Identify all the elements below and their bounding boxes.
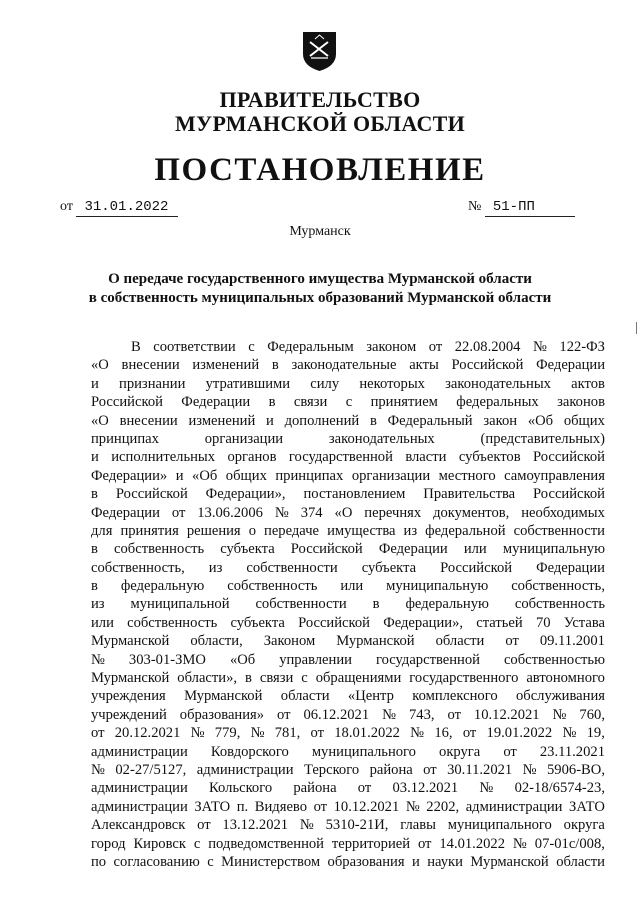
body-line xyxy=(91,577,605,595)
body-line xyxy=(91,614,605,632)
body-word: государственного xyxy=(409,670,519,687)
body-word: Министерством xyxy=(221,853,321,870)
body-word: государственной xyxy=(288,449,393,466)
body-line xyxy=(91,706,605,724)
body-word: или xyxy=(463,541,487,558)
body-word: от xyxy=(313,798,328,815)
body-word: Российской xyxy=(440,559,513,576)
body-word: 13.12.2021 xyxy=(222,817,289,834)
coat-of-arms-icon xyxy=(301,30,338,72)
body-word: согласованию xyxy=(113,853,200,870)
body-word: 23.11.2021 xyxy=(539,743,605,760)
body-word: Федерации xyxy=(181,394,251,411)
body-word: Правительства xyxy=(423,486,516,503)
body-word: Федерации xyxy=(536,357,605,374)
body-line xyxy=(91,540,605,558)
body-word: от xyxy=(447,706,461,723)
body-word: субъекта xyxy=(230,614,285,631)
body-word: Российской xyxy=(298,614,370,631)
body-word: принципах xyxy=(91,430,159,447)
body-word: субъектов xyxy=(458,449,521,466)
body-word: имущества xyxy=(327,522,396,539)
body-word: № xyxy=(512,835,527,852)
body-line xyxy=(91,559,605,577)
body-word: Терского xyxy=(303,761,360,778)
body-word: законодательных xyxy=(328,430,435,447)
body-word: В xyxy=(131,339,141,355)
body-word: 30.11.2021 xyxy=(447,761,513,778)
body-word: округа xyxy=(563,817,605,834)
body-word: № xyxy=(382,706,397,723)
body-word: с xyxy=(248,339,255,355)
body-word: Федерации» xyxy=(91,467,168,484)
body-line xyxy=(91,412,605,430)
document-subject xyxy=(60,270,580,308)
body-word: № xyxy=(410,725,425,742)
body-word: с xyxy=(301,670,308,687)
body-line xyxy=(91,632,605,650)
city-name: Мурманск xyxy=(289,224,351,239)
body-word: администрации xyxy=(465,798,563,815)
body-word: исполнительных xyxy=(111,449,216,466)
body-word: субъекта xyxy=(361,559,417,576)
body-word: Российской xyxy=(533,449,605,466)
body-word: утратившими xyxy=(205,375,291,392)
body-word: актов xyxy=(571,375,605,392)
body-line xyxy=(91,504,605,522)
body-word: статьей xyxy=(476,614,523,631)
body-word: от xyxy=(197,817,211,834)
body-word: принципах xyxy=(275,467,344,484)
body-word: 07-01с/008, xyxy=(534,835,605,852)
body-word: от xyxy=(171,504,186,521)
body-word: № xyxy=(91,651,105,668)
body-word: законом xyxy=(366,339,417,355)
body-word: района xyxy=(293,780,337,797)
body-word: 03.12.2021 xyxy=(392,780,459,797)
date-prefix: от xyxy=(60,199,73,214)
body-word: изменений xyxy=(188,412,256,429)
body-word: Российской xyxy=(91,394,163,411)
body-word: Федерации xyxy=(91,504,160,521)
body-word: в xyxy=(91,486,98,503)
body-word: внесении xyxy=(121,357,180,374)
body-word: и xyxy=(411,853,420,870)
body-word: передаче xyxy=(264,522,320,539)
body-word: обращениями xyxy=(315,670,402,687)
body-word: от xyxy=(310,725,325,742)
body-word: 16, xyxy=(434,725,453,742)
body-word: из xyxy=(208,559,223,576)
body-word: 19.01.2022 xyxy=(486,725,553,742)
body-line xyxy=(91,485,605,503)
body-word: собственности xyxy=(246,559,338,576)
body-word: от xyxy=(417,835,432,852)
body-word: «Об xyxy=(192,467,218,484)
body-word: дополнений xyxy=(284,412,360,429)
body-word: из xyxy=(91,596,105,613)
body-word: муниципальную xyxy=(386,578,489,595)
subject-line: в собственность муниципальных образований Мурманской области xyxy=(88,290,552,306)
body-word: собственность xyxy=(514,596,605,613)
body-word: от xyxy=(423,761,437,778)
body-word: постановлением xyxy=(303,486,406,503)
body-word: федеральных xyxy=(456,394,539,411)
body-line xyxy=(91,798,605,816)
body-line xyxy=(91,651,605,669)
body-word: в xyxy=(271,357,279,374)
body-word: принятием xyxy=(370,394,438,411)
body-word: с xyxy=(345,394,353,411)
document-type: ПОСТАНОВЛЕНИЕ xyxy=(154,152,486,188)
body-word: Мурманской xyxy=(91,633,170,650)
body-word: Российской xyxy=(451,357,524,374)
body-word: собственности xyxy=(255,596,347,613)
body-word: федеральную xyxy=(405,596,489,613)
body-word: в xyxy=(91,541,98,558)
body-word: муниципального xyxy=(447,817,552,834)
body-word: 14.01.2022 xyxy=(439,835,506,852)
body-line xyxy=(91,356,605,374)
body-word: изменений xyxy=(192,357,260,374)
body-word: или xyxy=(91,614,114,631)
body-line xyxy=(91,430,605,448)
body-word: администрации xyxy=(196,761,294,778)
document-number: 51-ПП xyxy=(485,199,575,217)
body-word: 19, xyxy=(586,725,605,742)
body-word: о xyxy=(248,522,256,539)
body-word: Александровск xyxy=(91,817,186,834)
body-line xyxy=(91,393,605,411)
body-word: с xyxy=(207,853,214,870)
body-word: № xyxy=(562,725,577,742)
body-word: «Центр xyxy=(347,688,394,705)
body-word: 5906-ВО, xyxy=(547,761,605,778)
body-word: принятия xyxy=(120,522,179,539)
body-word: № xyxy=(91,761,105,778)
body-word: 781, xyxy=(274,725,301,742)
body-word: науки xyxy=(427,853,463,870)
number-prefix: № xyxy=(468,199,482,214)
body-word: от xyxy=(503,743,517,760)
body-line xyxy=(91,853,605,871)
body-word: «О xyxy=(91,357,109,374)
body-word: самоуправления xyxy=(504,467,605,484)
body-word: внесении xyxy=(119,412,178,429)
body-word: Российской xyxy=(290,541,363,558)
body-word: 760, xyxy=(579,706,605,723)
body-word: «О xyxy=(91,412,109,429)
body-word: организации xyxy=(204,430,284,447)
body-word: 2202, xyxy=(426,798,460,815)
subject-line: О передаче государственного имущества Мурманской области xyxy=(108,271,532,287)
body-line xyxy=(91,724,605,742)
body-word: 5310-21И, xyxy=(325,817,389,834)
body-word: Мурманской xyxy=(184,688,263,705)
body-word: закон xyxy=(483,412,518,429)
body-word: Видяево xyxy=(254,798,308,815)
body-word: Российской xyxy=(115,486,188,503)
body-word: документов, xyxy=(433,504,510,521)
body-line xyxy=(91,835,605,853)
body-word: «Об xyxy=(527,412,554,429)
document-date: 31.01.2022 xyxy=(76,199,178,217)
body-word: подведомственной xyxy=(208,835,324,852)
body-word: в xyxy=(268,394,276,411)
body-word: силу xyxy=(310,375,340,392)
body-word: город xyxy=(91,835,126,852)
body-word: учреждений xyxy=(91,706,167,723)
body-word: федеральную xyxy=(120,578,205,595)
body-word: собственности xyxy=(513,522,605,539)
body-word: Федерации», xyxy=(205,486,286,503)
body-word: комплексного xyxy=(412,688,498,705)
date-field xyxy=(60,199,178,217)
body-word: акты xyxy=(409,357,439,374)
body-word: собственность xyxy=(114,541,205,558)
body-word: управлении xyxy=(279,651,352,668)
body-word: законодательные xyxy=(291,357,397,374)
body-word: Ковдорского xyxy=(210,743,289,760)
body-word: из xyxy=(403,522,418,539)
body-word: п. xyxy=(236,798,249,815)
body-word: 743, xyxy=(408,706,435,723)
body-word: автономного xyxy=(526,670,605,687)
body-word: № xyxy=(532,339,547,355)
body-word: № xyxy=(190,725,205,742)
body-word: 09.11.2001 xyxy=(539,633,605,650)
body-word: администрации xyxy=(91,780,188,797)
body-word: 122-ФЗ xyxy=(559,339,605,355)
body-line xyxy=(91,338,605,356)
body-word: 22.08.2004 xyxy=(454,339,521,355)
body-word: Российской xyxy=(533,486,605,503)
body-word: с xyxy=(193,835,201,852)
body-word: собственность, xyxy=(91,559,185,576)
body-line xyxy=(91,595,605,613)
org-name-line2: МУРМАНСКОЙ ОБЛАСТИ xyxy=(174,111,466,136)
body-word: местного xyxy=(438,467,496,484)
body-word: власти xyxy=(405,449,447,466)
body-word: (представительных) xyxy=(480,430,605,447)
body-word: 303-01-ЗМО xyxy=(128,651,206,668)
body-word: ЗАТО xyxy=(569,798,605,815)
body-word: области, xyxy=(190,633,243,650)
body-line xyxy=(91,669,605,687)
body-word: решения xyxy=(186,522,241,539)
body-word: 70 xyxy=(535,614,551,631)
body-word: 18.01.2022 xyxy=(334,725,400,742)
body-word: области xyxy=(435,633,485,650)
body-word: от xyxy=(462,725,477,742)
body-word: субъекта xyxy=(220,541,275,558)
body-text xyxy=(91,338,605,871)
body-line xyxy=(91,779,605,797)
body-word: образования» xyxy=(179,706,265,723)
body-word: района xyxy=(369,761,413,778)
body-word: в xyxy=(91,578,98,595)
body-word: собственность xyxy=(227,578,318,595)
body-word: № xyxy=(552,706,567,723)
body-word: от xyxy=(91,725,105,742)
body-word: общих xyxy=(225,467,267,484)
body-word: 13.06.2006 xyxy=(197,504,263,521)
body-word: № xyxy=(274,504,289,521)
body-word: Законом xyxy=(263,633,316,650)
body-word: территорией xyxy=(331,835,411,852)
body-word: от xyxy=(505,633,519,650)
body-word: и xyxy=(91,449,99,466)
body-word: 02-18/6574-23, xyxy=(514,780,605,797)
body-word: 02-27/5127, xyxy=(115,761,187,778)
body-word: Федерации xyxy=(378,541,448,558)
body-word: и xyxy=(175,467,184,484)
body-word: 374 xyxy=(300,504,323,521)
body-word: муниципального xyxy=(311,743,416,760)
body-line xyxy=(91,761,605,779)
body-word: в xyxy=(369,412,377,429)
body-word: органов xyxy=(227,449,277,466)
body-word: и xyxy=(266,412,274,429)
body-word: для xyxy=(91,522,113,539)
body-line xyxy=(91,816,605,834)
body-word: федеральной xyxy=(425,522,506,539)
body-word: собственность xyxy=(127,614,218,631)
body-word: Устава xyxy=(563,614,605,631)
body-word: от xyxy=(428,339,443,355)
body-word: от xyxy=(277,706,291,723)
body-word: № xyxy=(299,817,314,834)
body-word: администрации xyxy=(91,798,188,815)
body-word: округа xyxy=(439,743,481,760)
body-word: ЗАТО xyxy=(194,798,231,815)
body-word: области xyxy=(280,688,330,705)
body-word: Мурманской xyxy=(91,670,170,687)
body-word: признании xyxy=(119,375,186,392)
body-word: муниципальную xyxy=(502,541,605,558)
body-word: и xyxy=(91,375,99,392)
body-word: перечнях xyxy=(364,504,422,521)
body-word: «О xyxy=(334,504,353,521)
body-word: Кировск xyxy=(133,835,186,852)
body-word: учреждения xyxy=(91,688,166,705)
body-word: Федеральный xyxy=(387,412,473,429)
body-word: законодательных xyxy=(445,375,551,392)
body-word: Кольского xyxy=(209,780,273,797)
body-line xyxy=(91,743,605,761)
body-word: 20.12.2021 xyxy=(114,725,181,742)
body-word: № xyxy=(405,798,420,815)
number-field xyxy=(468,199,575,217)
body-word: в xyxy=(244,670,252,687)
body-word: Мурманской xyxy=(336,633,415,650)
body-word: в xyxy=(372,596,380,613)
body-line xyxy=(91,522,605,540)
body-word: связи xyxy=(259,670,294,687)
body-word: № xyxy=(522,761,537,778)
body-word: 06.12.2021 xyxy=(303,706,370,723)
body-word: области», xyxy=(177,670,238,687)
body-word: необходимых xyxy=(521,504,605,521)
body-word: общих xyxy=(563,412,605,429)
body-line xyxy=(91,375,605,393)
body-word: или xyxy=(340,578,364,595)
body-line xyxy=(91,687,605,705)
body-word: государственной xyxy=(375,651,480,668)
body-word: некоторых xyxy=(359,375,425,392)
body-word: соответствии xyxy=(153,339,236,355)
body-word: № xyxy=(250,725,265,742)
body-word: обслуживания xyxy=(515,688,605,705)
body-word: области xyxy=(556,853,605,870)
body-word: по xyxy=(91,853,107,870)
body-word: от xyxy=(357,780,372,797)
body-line xyxy=(91,467,605,485)
scan-edge-mark xyxy=(636,322,637,334)
body-word: Мурманской xyxy=(470,853,549,870)
body-word: 779, xyxy=(214,725,241,742)
body-word: организации xyxy=(351,467,431,484)
org-name-line1: ПРАВИТЕЛЬСТВО xyxy=(219,87,421,112)
body-word: № xyxy=(479,780,494,797)
body-line xyxy=(91,448,605,466)
body-word: главы xyxy=(400,817,436,834)
body-word: связи xyxy=(293,394,328,411)
body-word: муниципальной xyxy=(130,596,230,613)
body-word: администрации xyxy=(91,743,188,760)
body-word: 10.12.2021 xyxy=(333,798,400,815)
body-word: Федеральным xyxy=(267,339,354,355)
body-word: Федерации», xyxy=(383,614,464,631)
body-word: собственность, xyxy=(511,578,605,595)
body-word: законов xyxy=(557,394,605,411)
body-word: образования xyxy=(327,853,405,870)
body-word: Федерации xyxy=(536,559,605,576)
body-word: 10.12.2021 xyxy=(473,706,540,723)
body-word: «Об xyxy=(229,651,256,668)
body-word: собственностью xyxy=(503,651,605,668)
